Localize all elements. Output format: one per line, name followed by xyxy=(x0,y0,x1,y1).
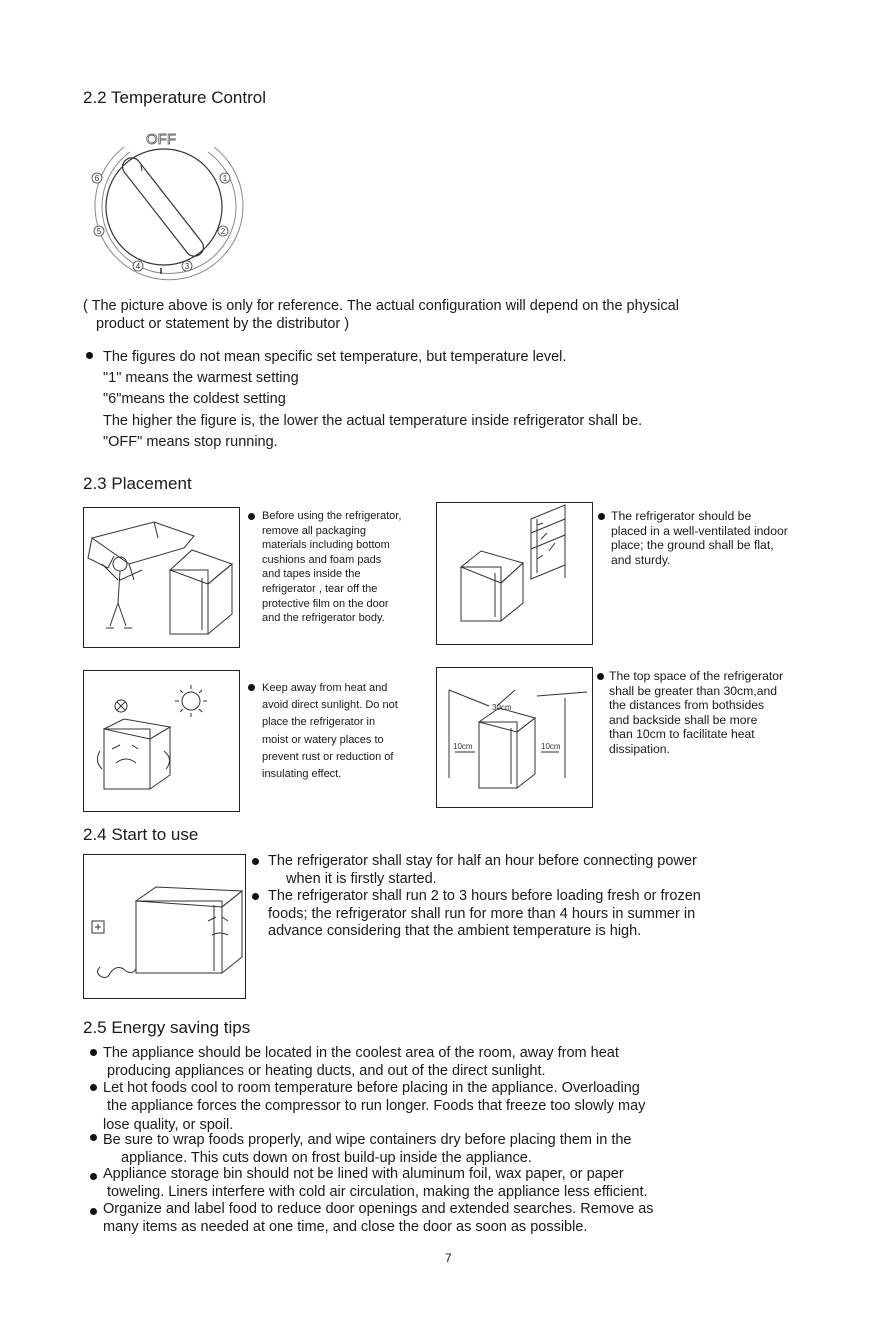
placement-text-heat xyxy=(262,680,398,783)
text-line: when it is firstly started. xyxy=(286,870,437,887)
note-line: "1" means the warmest setting xyxy=(103,370,299,387)
dial-number-2: 2 xyxy=(220,227,226,236)
energy-tip-storage-bin xyxy=(103,1165,648,1202)
text-line: producing appliances or heating ducts, and out of the direct sunlight. xyxy=(107,1063,546,1080)
text-line: Be sure to wrap foods properly, and wipe containers dry before placing them in the xyxy=(103,1132,632,1148)
text-line: the distances from bothsides xyxy=(609,698,765,713)
energy-tip-cooling xyxy=(103,1079,645,1134)
bullet-icon xyxy=(252,858,259,865)
text-line: moist or watery places to xyxy=(262,733,384,746)
bullet-icon xyxy=(90,1208,97,1215)
text-line: and sturdy. xyxy=(611,552,671,567)
bullet-icon xyxy=(598,513,605,520)
text-line: the appliance forces the compressor to run longer. Foods that freeze too slowly may xyxy=(107,1098,646,1115)
note-line: ( The picture above is only for reference. The actual configuration will depend on the physical xyxy=(83,298,679,314)
text-line: materials including bottom xyxy=(262,539,390,552)
heat-sunlight-illustration xyxy=(83,670,240,812)
temperature-dial-illustration xyxy=(84,125,244,285)
text-line: and tapes inside the xyxy=(262,568,361,581)
bullet-icon xyxy=(86,352,93,359)
energy-tip-organize xyxy=(103,1200,654,1237)
clearance-left-label: 10cm xyxy=(453,742,473,751)
text-line: The refrigerator should be xyxy=(611,509,752,523)
text-line: advance considering that the ambient temperature is high. xyxy=(268,923,642,940)
dial-number-3: 3 xyxy=(184,262,190,271)
text-line: Appliance storage bin should not be lined with aluminum foil, wax paper, or paper xyxy=(103,1166,624,1182)
text-line: lose quality, or spoil. xyxy=(103,1116,234,1133)
placement-text-ventilation xyxy=(611,509,788,567)
reference-note xyxy=(83,297,679,334)
clearance-top-label: 30cm xyxy=(492,703,512,712)
bullet-icon xyxy=(597,673,604,680)
section-heading-energy-saving: 2.5 Energy saving tips xyxy=(83,1018,251,1037)
text-line: many items as needed at one time, and close the door as soon as possible. xyxy=(103,1219,588,1236)
text-line: remove all packaging xyxy=(262,524,366,537)
section-heading-start-to-use: 2.4 Start to use xyxy=(83,825,199,844)
text-line: insulating effect. xyxy=(262,768,342,781)
text-line: toweling. Liners interfere with cold air circulation, making the appliance less efficient. xyxy=(107,1184,648,1201)
bullet-icon xyxy=(90,1049,97,1056)
text-line: placed in a well-ventilated indoor xyxy=(611,523,788,538)
bullet-icon xyxy=(252,893,259,900)
text-line: avoid direct sunlight. Do not xyxy=(262,699,398,712)
clearance-right-label: 10cm xyxy=(541,742,561,751)
clearance-illustration xyxy=(436,667,593,808)
dial-off-label: OFF xyxy=(146,131,176,148)
text-line: The top space of the refrigerator xyxy=(609,669,784,683)
bullet-icon xyxy=(90,1084,97,1091)
text-line: Organize and label food to reduce door openings and extended searches. Remove as xyxy=(103,1201,654,1217)
start-to-use-illustration xyxy=(83,854,246,999)
dial-number-4: 4 xyxy=(135,262,141,271)
note-line: "6"means the coldest setting xyxy=(103,391,286,408)
text-line: protective film on the door xyxy=(262,597,389,610)
start-text-second xyxy=(268,888,701,941)
note-line: The higher the figure is, the lower the actual temperature inside refrigerator shall be. xyxy=(103,412,643,429)
dial-number-5: 5 xyxy=(96,227,102,236)
energy-tip-wrapping xyxy=(103,1131,631,1168)
note-line: product or statement by the distributor ) xyxy=(96,316,350,333)
placement-text-unpacking xyxy=(262,509,401,626)
note-line: The figures do not mean specific set temperature, but temperature level. xyxy=(103,349,567,365)
text-line: The appliance should be located in the coolest area of the room, away from heat xyxy=(103,1045,619,1061)
text-line: foods; the refrigerator shall run for more than 4 hours in summer in xyxy=(268,905,696,922)
start-text-first xyxy=(268,853,697,888)
text-line: cushions and foam pads xyxy=(262,553,382,566)
placement-text-clearance xyxy=(609,669,783,757)
text-line: dissipation. xyxy=(609,741,670,756)
text-line: refrigerator , tear off the xyxy=(262,582,378,595)
text-line: shall be greater than 30cm,and xyxy=(609,683,778,698)
ventilated-place-illustration xyxy=(436,502,593,645)
bullet-icon xyxy=(248,513,255,520)
bullet-icon xyxy=(90,1134,97,1141)
text-line: The refrigerator shall run 2 to 3 hours before loading fresh or frozen xyxy=(268,888,701,904)
temperature-level-notes xyxy=(103,347,642,453)
text-line: appliance. This cuts down on frost build-up inside the appliance. xyxy=(121,1150,532,1167)
text-line: Keep away from heat and xyxy=(262,682,388,694)
text-line: The refrigerator shall stay for half an hour before connecting power xyxy=(268,853,697,869)
dial-number-6: 6 xyxy=(94,174,100,183)
section-heading-temperature-control: 2.2 Temperature Control xyxy=(83,88,267,107)
energy-tip-location xyxy=(103,1044,619,1081)
page-number: 7 xyxy=(445,1251,452,1265)
dial-number-1: 1 xyxy=(222,174,228,183)
text-line: and the refrigerator body. xyxy=(262,612,385,625)
text-line: Let hot foods cool to room temperature before placing in the appliance. Overloading xyxy=(103,1080,640,1096)
section-heading-placement: 2.3 Placement xyxy=(83,474,192,493)
text-line: prevent rust or reduction of xyxy=(262,750,394,763)
text-line: and backside shall be more xyxy=(609,712,758,727)
unpacking-illustration xyxy=(83,507,240,648)
text-line: place; the ground shall be flat, xyxy=(611,538,774,553)
text-line: place the refrigerator in xyxy=(262,716,376,729)
text-line: than 10cm to facilitate heat xyxy=(609,727,755,742)
text-line: Before using the refrigerator, xyxy=(262,510,402,522)
bullet-icon xyxy=(90,1173,97,1180)
note-line: "OFF" means stop running. xyxy=(103,433,278,450)
bullet-icon xyxy=(248,684,255,691)
